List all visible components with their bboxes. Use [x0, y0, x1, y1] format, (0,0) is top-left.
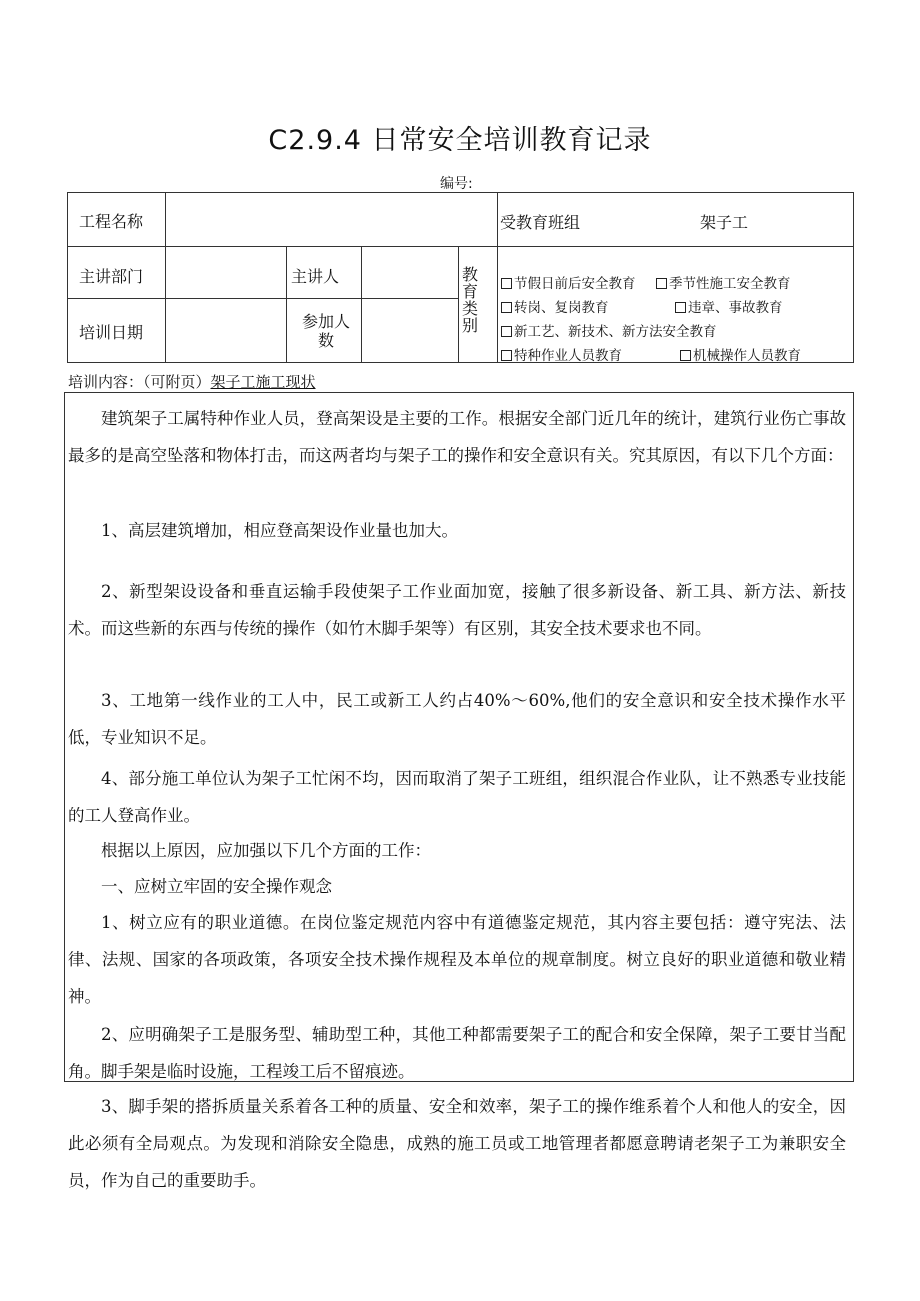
- option-seasonal[interactable]: 季节性施工安全教育: [656, 272, 791, 292]
- table-col-divider: [286, 246, 287, 363]
- project-name-label: 工程名称: [79, 212, 144, 231]
- table-col-divider: [497, 192, 498, 363]
- content-paragraph: 建筑架子工属特种作业人员，登高架设是主要的工作。根据安全部门近几年的统计，建筑行业伤亡事故最多的是高空坠落和物体打击，而这两者均与架子工的操作和安全意识有关。究其原因，有以下几个方面：: [68, 409, 846, 465]
- page-title: C2.9.4 日常安全培训教育记录: [268, 125, 652, 156]
- table-row-divider: [67, 298, 458, 299]
- content-paragraph: 2、新型架设设备和垂直运输手段使架子工作业面加宽，接触了很多新设备、新工具、新方法、新技术。而这些新的东西与传统的操作（如竹木脚手架等）有区别，其安全技术要求也不同。: [68, 582, 846, 638]
- dept-label: 主讲部门: [79, 267, 144, 286]
- checkbox-icon: [501, 350, 512, 361]
- table-row-divider: [67, 246, 853, 247]
- doc-number-label: 编号:: [440, 176, 473, 192]
- content-paragraph: 2、应明确架子工是服务型、辅助型工种，其他工种都需要架子工的配合和安全保障，架子工要甘当配角。脚手架是临时设施，工程竣工后不留痕迹。: [68, 1025, 846, 1081]
- content-paragraph: 3、工地第一线作业的工人中，民工或新工人约占40%～60%,他们的安全意识和安全技术操作水平低，专业知识不足。: [68, 691, 846, 747]
- content-paragraph: 4、部分施工单位认为架子工忙闲不均，因而取消了架子工班组，组织混合作业队，让不熟悉专业技能的工人登高作业。: [68, 769, 846, 825]
- content-paragraph: 1、高层建筑增加，相应登高架设作业量也加大。: [101, 521, 458, 540]
- table-col-divider: [361, 246, 362, 363]
- table-border-right: [853, 192, 854, 363]
- table-border-top: [67, 192, 853, 193]
- category-label: 教育类别: [462, 265, 479, 335]
- content-paragraph: 1、树立应有的职业道德。在岗位鉴定规范内容中有道德鉴定规范，其内容主要包括：遵守宪法、法律、法规、国家的各项政策，各项安全技术操作规程及本单位的规章制度。树立良好的职业道德和敬业精神。: [68, 913, 846, 1006]
- option-special-work[interactable]: 特种作业人员教育: [501, 344, 622, 364]
- checkbox-icon: [501, 302, 512, 313]
- content-paragraph: 根据以上原因，应加强以下几个方面的工作：: [101, 841, 431, 860]
- table-border-left: [67, 192, 68, 363]
- date-label: 培训日期: [79, 323, 144, 342]
- content-paragraph: 一、应树立牢固的安全操作观念: [101, 877, 332, 896]
- checkbox-icon: [501, 278, 512, 289]
- option-violation[interactable]: 违章、事故教育: [675, 296, 783, 316]
- checkbox-icon: [680, 350, 691, 361]
- option-holiday[interactable]: 节假日前后安全教育: [501, 272, 636, 292]
- team-label: 受教育班组: [500, 213, 581, 232]
- content-paragraph: 3、脚手架的搭拆质量关系着各工种的质量、安全和效率，架子工的操作维系着个人和他人的安全，因此必须有全局观点。为发现和消除安全隐患，成熟的施工员或工地管理者都愿意聘请老架子工为兼职安全员，作为自己的重要助手。: [68, 1097, 846, 1190]
- option-transfer[interactable]: 转岗、复岗教育: [501, 296, 609, 316]
- attendees-label: 参加人数: [301, 312, 350, 350]
- table-col-divider: [458, 246, 459, 363]
- content-label: 培训内容：（可附页）架子工施工现状: [68, 373, 316, 391]
- checkbox-icon: [656, 278, 667, 289]
- team-value: 架子工: [700, 213, 749, 232]
- content-topic: 架子工施工现状: [210, 373, 316, 391]
- option-machine-op[interactable]: 机械操作人员教育: [680, 344, 801, 364]
- checkbox-icon: [675, 302, 686, 313]
- table-col-divider: [165, 192, 166, 363]
- checkbox-icon: [501, 326, 512, 337]
- lecturer-label: 主讲人: [291, 267, 340, 286]
- option-new-tech[interactable]: 新工艺、新技术、新方法安全教育: [501, 320, 717, 340]
